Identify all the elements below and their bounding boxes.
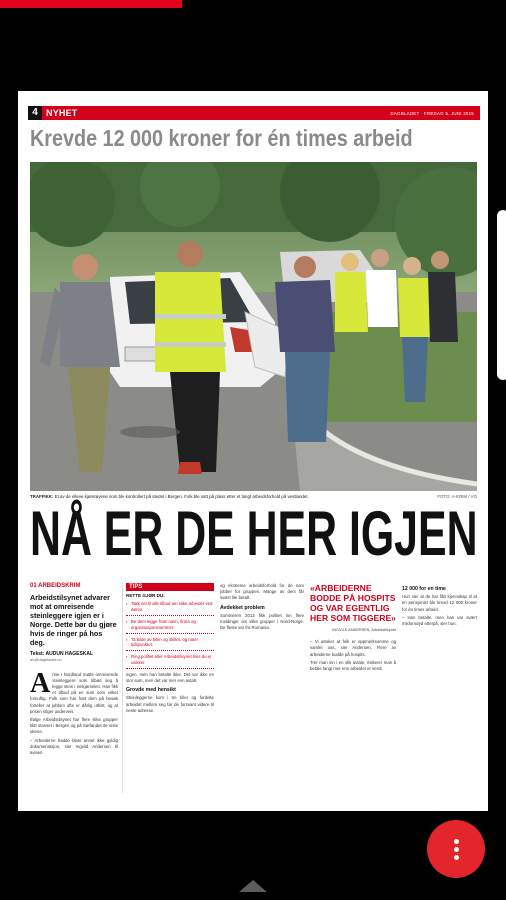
body-paragraph: Steinleggerne kom i tre biler og fordelte arbeidet mellom seg før de forsvant videre til neste adresse. bbox=[126, 695, 214, 713]
article-ingress: Arbeidstilsynet advarer mot at omreisende steinleggere igjen er i Norge. Dette bør du gjøre hvis de ringer på hos deg. bbox=[30, 593, 117, 648]
article-byline: Tekst: AUDUN HAGESKAL bbox=[30, 651, 94, 658]
page-headline: Krevde 12 000 kroner for én times arbeid bbox=[30, 125, 413, 151]
tips-box bbox=[126, 583, 214, 716]
column-5 bbox=[402, 583, 477, 629]
body-subhead: Grovde med hensikt bbox=[126, 687, 176, 694]
pull-quote-source: INGVILD ANDERSEN, Arbeidstilsynet bbox=[332, 628, 396, 632]
body-paragraph: ingen, men han betalte ikke. Det var ikke en stor sum, men det var mer enn avtalt. bbox=[126, 671, 214, 683]
column-divider bbox=[122, 583, 123, 793]
byline-email: ah@dagbladet.no bbox=[30, 657, 62, 663]
section-label: NYHET bbox=[46, 108, 78, 118]
photo-credit: FOTO: A-KRIM / VG bbox=[437, 494, 477, 499]
more-vert-icon[interactable] bbox=[427, 820, 485, 878]
photo-illustration bbox=[30, 162, 477, 491]
body-paragraph: – Vi ønsker at folk er oppmerksomme og varsler oss, sier Andersen. Flere av arbeiderne bodde på hospits. bbox=[310, 639, 396, 657]
tips-item: ▪ Be dem legge fram navn, firma og organisasjonsnummer. bbox=[126, 619, 214, 634]
menu-dot bbox=[454, 839, 459, 844]
body-paragraph: Sommeren 2013 fikk politiet inn flere meldinger om slike grupper i Nord-Norge. De fleste var fra Romania. bbox=[220, 612, 304, 631]
menu-dot bbox=[454, 855, 459, 860]
body-paragraph: Anne i Nordland møtte omreisende steinleggere som tilbød seg å legge stein i innkjørselen. Han fikk et tilbud på en sum som virket fornuftig. Folk som har hatt dem på besøk forteller at jobben ofte er dårlig utført, og at prisen stiger underveis. bbox=[30, 667, 118, 714]
dropcap: A bbox=[30, 667, 51, 699]
page-header bbox=[28, 106, 480, 120]
page-number: 4 bbox=[28, 106, 42, 120]
main-headline: NÅ ER DE HER IGJEN bbox=[30, 499, 478, 569]
body-paragraph: Hun sier at de har fått kjennskap til at en pensjonist ble krevd 12 000 kroner for én times arbeid. bbox=[402, 594, 477, 612]
tips-title: TIPS bbox=[126, 583, 214, 591]
column-1 bbox=[30, 583, 118, 758]
tips-subtitle: RETTE GJØR DU: bbox=[126, 593, 165, 599]
section-bar bbox=[42, 106, 480, 120]
up-triangle-icon[interactable] bbox=[239, 880, 267, 892]
reading-progress-bar bbox=[0, 0, 182, 8]
tips-item: ▪ Ring politiet eller Arbeidstilsynet hvis du er usikker. bbox=[126, 654, 214, 669]
tips-item: ▪ Takk nei til alle tilbud om slike arbeider ved døren. bbox=[126, 601, 214, 616]
caption-text: Et av de elleve kjøretøyene som ble kontrollert på stedet i Bergen. Folk ble satt på plass etter et langt arbeidsforhold på vestlandet. bbox=[54, 494, 309, 499]
article-body bbox=[30, 583, 477, 793]
body-paragraph: Ifølge Arbeidstilsynet har flere slike grupper blitt stanset i Bergen og på Sørlandet de siste ukene. bbox=[30, 717, 118, 735]
tips-item: ▪ Ta bilde av bilen og skiltet, og noter tidspunktet. bbox=[126, 637, 214, 652]
paper-dateline: DAGBLADET · FREDAG 5. JUNI 2015 bbox=[390, 110, 474, 116]
column-4 bbox=[310, 583, 396, 674]
pull-quote: «ARBEIDERNE BODDE PÅ HOSPITS OG VAR EGENTLIG HER SOM TIGGERE» bbox=[310, 583, 396, 623]
tips-list bbox=[126, 601, 214, 668]
article-kicker: 01 ARBEIDSKRIM bbox=[30, 583, 81, 589]
body-paragraph: Trer man inn i en slik avtale, risikerer man å betale langt mer enn arbeidet er verdt. bbox=[310, 659, 396, 672]
caption-label: TRAFFIKK: bbox=[30, 494, 54, 499]
scroll-handle-icon[interactable] bbox=[497, 210, 506, 380]
article-photo bbox=[30, 162, 477, 491]
body-subhead: 12 000 for en time bbox=[402, 586, 446, 592]
body-paragraph: og ekstreme arbeidsforhold for de som jobber for gruppen. Mange av dem får svært lite betalt. bbox=[220, 583, 304, 601]
body-paragraph: – Han betalte, men han var svært misfornøyd etterpå, sier hun. bbox=[402, 614, 477, 627]
menu-dot bbox=[454, 847, 459, 852]
column-3 bbox=[220, 583, 304, 633]
body-subhead: Avdekket problem bbox=[220, 604, 265, 611]
newspaper-page[interactable] bbox=[18, 91, 488, 811]
body-paragraph: – Arbeiderne hadde blant annet ikke gyldig dokumentasjon, sier Ingvild Andersen til avisen. bbox=[30, 737, 118, 756]
